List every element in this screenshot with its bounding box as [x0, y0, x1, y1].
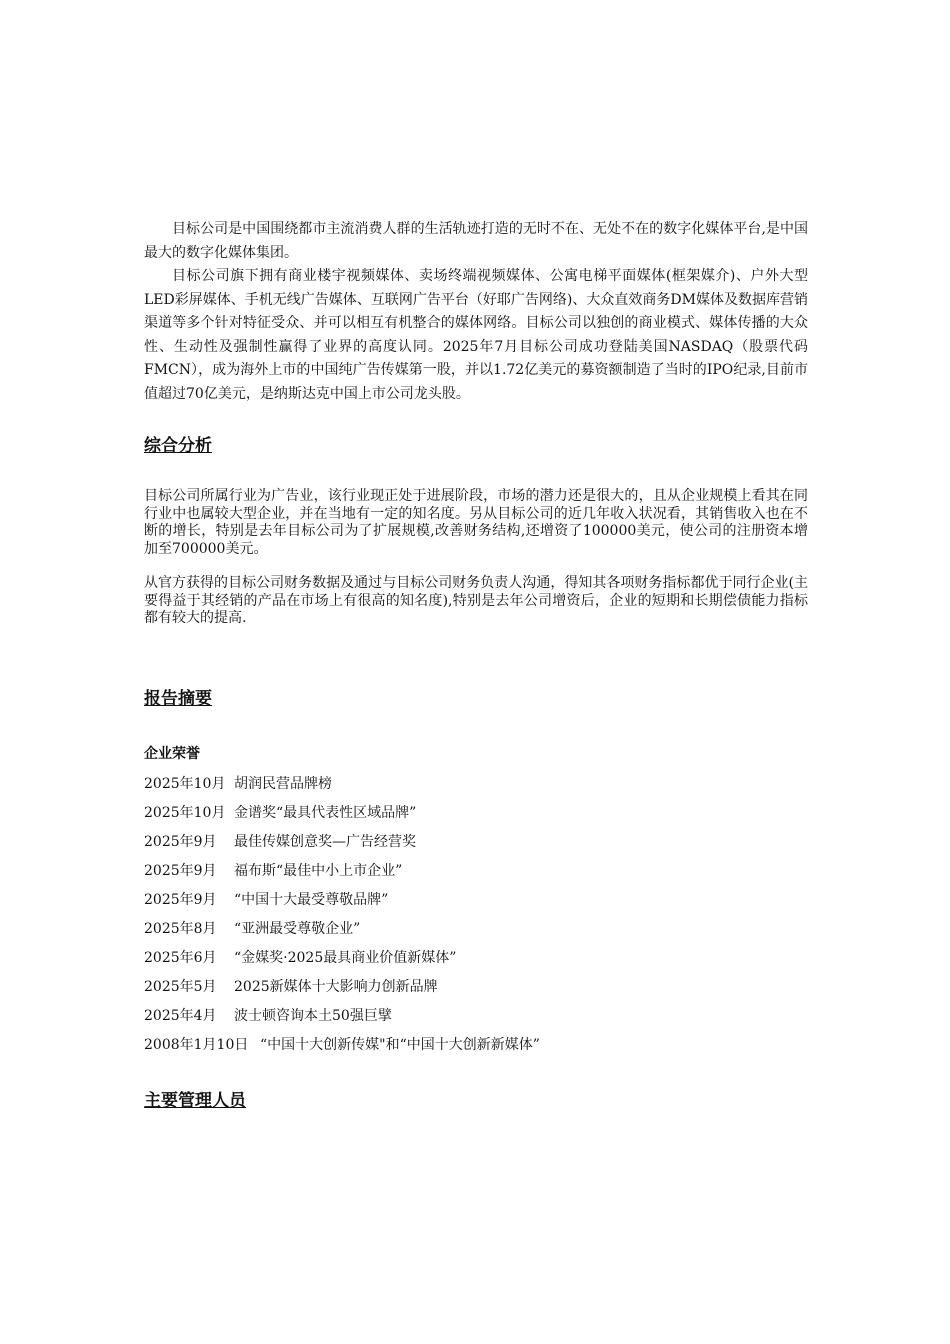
honor-text: “中国十大创新传媒"和“中国十大创新新媒体” [260, 1036, 540, 1053]
analysis-heading: 综合分析 [144, 436, 212, 456]
honor-date: 2025年5月 [144, 978, 217, 995]
summary-section [144, 688, 808, 1060]
intro-paragraph: 目标公司旗下拥有商业楼宇视频媒体、卖场终端视频媒体、公寓电梯平面媒体(框架媒介)、户外大型LED彩屏媒体、手机无线广告媒体、互联网广告平台（好耶广告网络)、大众直效商务DM媒体及数据库营销渠道等多个针对特征受众、并可以相互有机整合的媒体网络。目标公司以独创的商业模式、媒体传播的大众性、生动性及强制性赢得了业界的高度认同。2025年7月目标公司成功登陆美国NASDAQ（股票代码FMCN），成为海外上市的中国纯广告传媒第一股，并以1.72亿美元的募资额制造了当时的IPO纪录,目前市值超过70亿美元，是纳斯达克中国上市公司龙头股。 [144, 268, 808, 402]
honor-text: 胡润民营品牌榜 [234, 775, 332, 792]
honor-text: 2025新媒体十大影响力创新品牌 [234, 978, 438, 995]
honor-date: 2025年6月 [144, 949, 217, 966]
document-content [144, 218, 808, 1112]
analysis-paragraph: 从官方获得的目标公司财务数据及通过与目标公司财务负责人沟通，得知其各项财务指标都优于同行企业(主要得益于其经销的产品在市场上有很高的知名度),特别是去年公司增资后，企业的短期和长期偿债能力指标都有较大的提高. [144, 575, 808, 626]
honor-text: 金谱奖“最具代表性区域品牌” [234, 804, 417, 821]
honor-item [144, 944, 808, 973]
analysis-section [144, 435, 808, 628]
honor-item [144, 770, 808, 799]
honor-date: 2008年1月10日 [144, 1036, 249, 1053]
honor-item [144, 1002, 808, 1031]
management-section [144, 1090, 808, 1112]
honor-item [144, 799, 808, 828]
honor-item [144, 857, 808, 886]
honors-list [144, 770, 808, 1060]
honor-date: 2025年4月 [144, 1007, 217, 1024]
honor-date: 2025年8月 [144, 920, 217, 937]
honor-date: 2025年10月 [144, 775, 226, 792]
analysis-paragraph: 目标公司所属行业为广告业，该行业现正处于进展阶段，市场的潜力还是很大的，且从企业规模上看其在同行业中也属较大型企业，并在当地有一定的知名度。另从目标公司的近几年收入状况看，其销售收入也在不断的增长，特别是去年目标公司为了扩展规模,改善财务结构,还增资了100000美元，使公司的注册资本增加至700000美元。 [144, 488, 808, 557]
honor-item [144, 886, 808, 915]
honor-date: 2025年10月 [144, 804, 226, 821]
honor-text: 波士顿咨询本土50强巨擘 [234, 1007, 392, 1024]
honor-text: “中国十大最受尊敬品牌” [234, 891, 389, 908]
intro-paragraph: 目标公司是中国围绕都市主流消费人群的生活轨迹打造的无时不在、无处不在的数字化媒体平台,是中国最大的数字化媒体集团。 [144, 221, 808, 261]
honor-date: 2025年9月 [144, 891, 217, 908]
honor-text: “金媒奖·2025最具商业价值新媒体” [234, 949, 457, 966]
honor-text: 最佳传媒创意奖—广告经营奖 [234, 833, 416, 850]
honors-heading: 企业荣誉 [144, 745, 200, 762]
honor-item [144, 1031, 808, 1060]
honor-item [144, 973, 808, 1002]
honor-item [144, 915, 808, 944]
honor-text: 福布斯“最佳中小上市企业” [234, 862, 403, 879]
honor-date: 2025年9月 [144, 833, 217, 850]
management-heading: 主要管理人员 [144, 1090, 246, 1111]
honor-text: “亚洲最受尊敬企业” [234, 920, 361, 937]
honor-date: 2025年9月 [144, 862, 217, 879]
summary-heading: 报告摘要 [144, 688, 212, 709]
intro-section [144, 218, 808, 406]
honor-item [144, 828, 808, 857]
